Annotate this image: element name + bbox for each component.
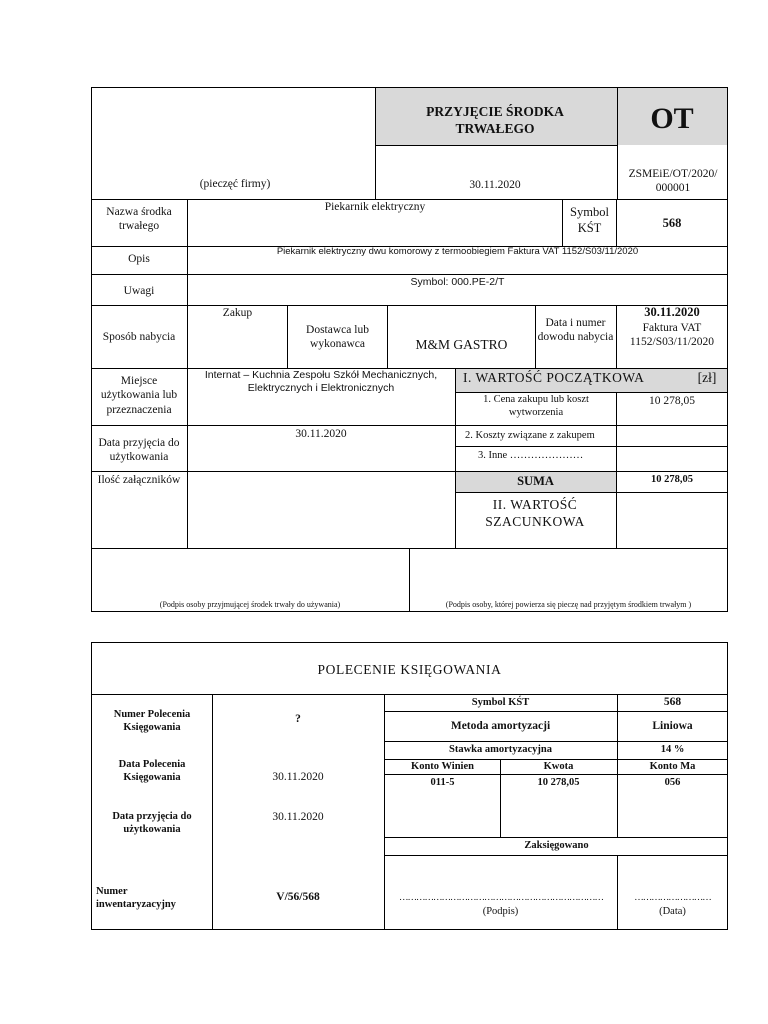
symbol-kst-label: Symbol KŚT xyxy=(570,205,609,235)
credit-account-header: Konto Ma xyxy=(649,761,696,772)
commission-date-value: 30.11.2020 xyxy=(295,428,347,440)
amount-value: 10 278,05 xyxy=(537,777,580,788)
posting-date-value: 30.11.2020 xyxy=(272,771,324,783)
depreciation-rate-value: 14 % xyxy=(660,744,685,755)
debit-account-value: 011-5 xyxy=(430,777,455,788)
form-date: 30.11.2020 xyxy=(469,179,521,191)
initial-value-header: I. WARTOŚĆ POCZĄTKOWA xyxy=(463,370,645,385)
date-caption: (Data) xyxy=(659,906,686,917)
location-value: Internat – Kuchnia Zespołu Szkół Mechanicznych, Elektrycznych i Elektronicznych xyxy=(204,369,438,395)
posting-date-label: Data Polecenia Księgowania xyxy=(118,759,186,784)
inventory-number-label: Numer inwentaryzacyjny xyxy=(96,886,176,911)
commission-date-label: Data przyjęcia do użytkowania xyxy=(98,437,180,464)
signature-caption: (Podpis) xyxy=(482,906,519,917)
proof-document: Faktura VAT 1152/S03/11/2020 xyxy=(629,322,715,349)
pk-symbol-kst-value: 568 xyxy=(663,696,682,708)
remarks-label: Uwagi xyxy=(123,285,155,297)
signature-receiver-caption: (Podpis osoby przyjmującej środek trwały do używania) xyxy=(159,600,341,609)
depreciation-method-label: Metoda amortyzacji xyxy=(450,720,551,732)
supplier-value: M&M GASTRO xyxy=(415,337,508,352)
sum-label: SUMA xyxy=(517,474,554,488)
symbol-kst-value: 568 xyxy=(662,216,682,230)
related-cost-label: 2. Koszty związane z zakupem xyxy=(465,430,595,441)
date-dots: ……………………… xyxy=(634,893,711,903)
signature-custodian-caption: (Podpis osoby, której powierza się pieczę nad przyjętym środkiem trwałym ) xyxy=(445,600,692,609)
pk-commission-value: 30.11.2020 xyxy=(272,811,324,823)
amount-header: Kwota xyxy=(543,761,574,772)
asset-name-label: Nazwa środka trwałego xyxy=(106,206,172,233)
form-title: PRZYJĘCIE ŚRODKA TRWAŁEGO xyxy=(426,104,564,136)
remarks-value: Symbol: 000.PE-2/T xyxy=(410,276,505,288)
debit-account-header: Konto Winien xyxy=(411,761,474,772)
cost-label: 1. Cena zakupu lub koszt wytworzenia xyxy=(483,394,589,419)
stamp-caption: (pieczęć firmy) xyxy=(199,178,271,190)
posting-order-title: POLECENIE KSIĘGOWANIA xyxy=(317,662,502,677)
proof-label: Data i numer dowodu nabycia xyxy=(537,317,614,344)
posted-label: Zaksięgowano xyxy=(524,840,589,851)
form-code: OT xyxy=(650,102,694,135)
description-label: Opis xyxy=(128,253,150,265)
estimated-value-header: II. WARTOŚĆ SZACUNKOWA xyxy=(485,497,585,529)
inventory-number-value: V/56/568 xyxy=(276,891,320,903)
posting-number-label: Numer Polecenia Księgowania xyxy=(113,709,191,734)
location-label: Miejsce użytkowania lub przeznaczenia xyxy=(100,375,178,416)
currency-label: [zł] xyxy=(697,370,717,385)
depreciation-method-value: Liniowa xyxy=(652,720,693,732)
proof-date: 30.11.2020 xyxy=(644,305,700,319)
pk-symbol-kst-label: Symbol KŚT xyxy=(471,697,530,708)
depreciation-rate-label: Stawka amortyzacyjna xyxy=(449,744,552,755)
cost-value: 10 278,05 xyxy=(649,395,695,407)
signature-dots: ……………………………………………………………… xyxy=(399,893,603,903)
supplier-label: Dostawca lub wykonawca xyxy=(306,324,369,351)
sum-value: 10 278,05 xyxy=(651,474,693,485)
credit-account-value: 056 xyxy=(664,777,681,788)
asset-name: Piekarnik elektryczny xyxy=(324,201,426,213)
other-cost-label: 3. Inne ………………… xyxy=(478,450,584,461)
pk-commission-label: Data przyjęcia do użytkowania xyxy=(112,811,192,836)
document-number: ZSMEiE/OT/2020/ 000001 xyxy=(628,168,718,195)
acquisition-value: Zakup xyxy=(222,307,253,319)
attachments-label: Ilość załączników xyxy=(97,474,181,486)
acquisition-label: Sposób nabycia xyxy=(102,331,176,343)
description-value: Piekarnik elektryczny dwu komorowy z termoobiegiem Faktura VAT 1152/S03/11/2020 xyxy=(276,246,639,257)
posting-number-value: ? xyxy=(295,713,301,725)
